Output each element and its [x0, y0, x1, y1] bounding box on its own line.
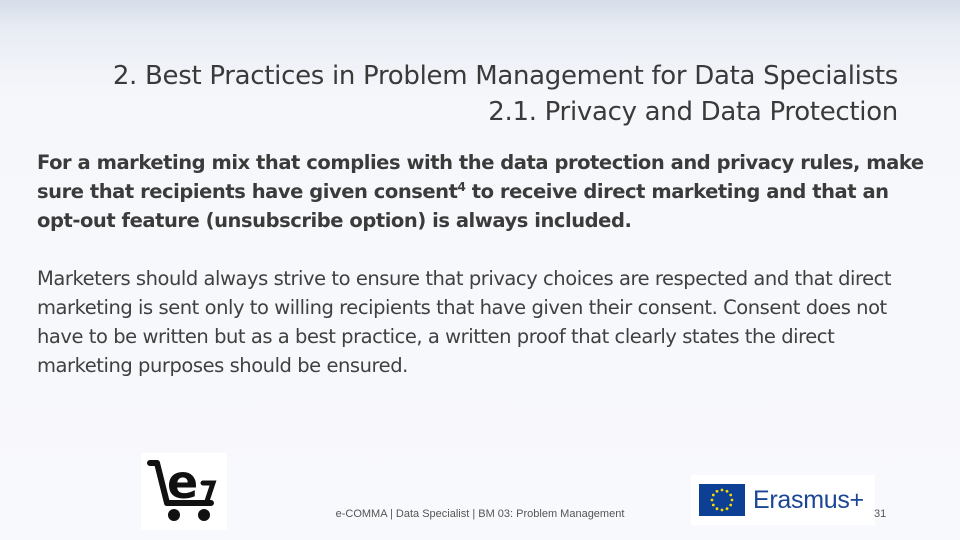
bold-paragraph-text-end: to receive direct marketing and that an opt-out feature (unsubscribe option) is always included. — [37, 180, 889, 232]
e-comma-logo — [141, 453, 227, 530]
erasmus-plus-text: Erasmus+ — [753, 486, 864, 514]
body-paragraph: Marketers should always strive to ensure that privacy choices are respected and that direct marketing is sent only to willing recipients that have given their consent. Consent does not have to be written but as a best practice, a written proof that clearly states the direct marketing purposes should be ensured. — [37, 267, 892, 377]
bold-paragraph-text: For a marketing mix that complies with the data protection and privacy rules, make sure that recipients have given consent — [37, 151, 924, 203]
bold-paragraph — [37, 148, 927, 235]
erasmus-plus-logo — [691, 475, 875, 525]
page-number: 31 — [874, 508, 887, 520]
svg-text:e: e — [167, 455, 199, 509]
eu-flag-icon — [699, 484, 745, 516]
e-comma-cart-icon — [141, 453, 227, 530]
slide-title-line-2: 2.1. Privacy and Data Protection — [488, 97, 898, 127]
footnote-reference: 4 — [457, 180, 466, 194]
footer-text: e-COMMA | Data Specialist | BM 03: Problem Management — [335, 508, 625, 520]
eu-stars-icon — [699, 484, 745, 516]
slide-title-line-1: 2. Best Practices in Problem Management for Data Specialists — [112, 61, 898, 91]
top-gradient-band — [0, 0, 960, 28]
slide-title — [60, 58, 898, 130]
